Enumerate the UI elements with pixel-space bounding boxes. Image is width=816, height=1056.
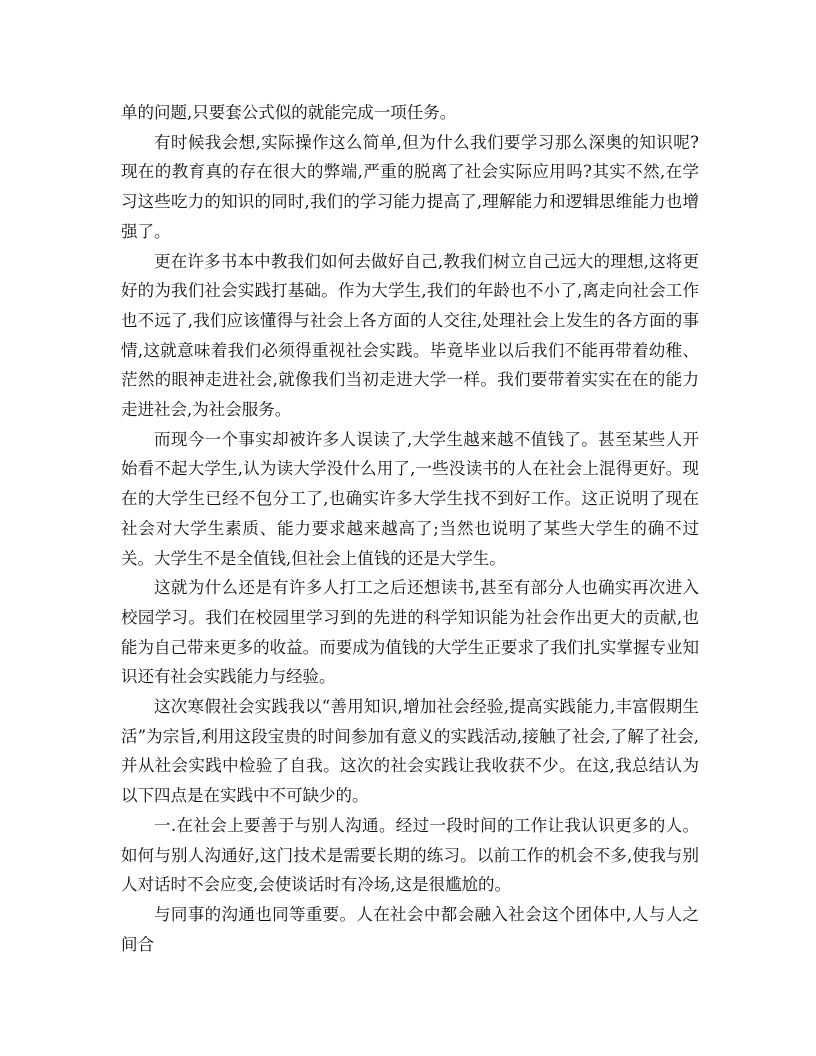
- paragraph: 与同事的沟通也同等重要。人在社会中都会融入社会这个团体中,人与人之间合: [121, 904, 699, 954]
- paragraph: 这次寒假社会实践我以“善用知识,增加社会经验,提高实践能力,丰富假期生活”为宗旨,利用这段宝贵的时间参加有意义的实践活动,接触了社会,了解了社会,并从社会实践中检验了自我。这次的社会实践让我收获不少。在这,我总结认为以下四点是在实践中不可缺少的。: [121, 697, 699, 806]
- paragraph: 更在许多书本中教我们如何去做好自己,教我们树立自己远大的理想,这将更好的为我们社会实践打基础。作为大学生,我们的年龄也不小了,离走向社会工作也不远了,我们应该懂得与社会上各方面的人交往,处理社会上发生的各方面的事情,这就意味着我们必须得重视社会实践。毕竟毕业以后我们不能再带着幼稚、茫然的眼神走进社会,就像我们当初走进大学一样。我们要带着实实在在的能力走进社会,为社会服务。: [121, 251, 699, 420]
- paragraph: 而现今一个事实却被许多人误读了,大学生越来越不值钱了。甚至某些人开始看不起大学生,认为读大学没什么用了,一些没读书的人在社会上混得更好。现在的大学生已经不包分工了,也确实许多大学生找不到好工作。这正说明了现在社会对大学生素质、能力要求越来越高了;当然也说明了某些大学生的确不过关。大学生不是全值钱,但社会上值钱的还是大学生。: [121, 429, 699, 568]
- document-page: [121, 98, 699, 959]
- paragraph-continuation: 单的问题,只要套公式似的就能完成一项任务。: [121, 103, 457, 122]
- paragraph: 这就为什么还是有许多人打工之后还想读书,甚至有部分人也确实再次进入校园学习。我们在校园里学习到的先进的科学知识能为社会作出更大的贡献,也能为自己带来更多的收益。而要成为值钱的大学生正要求了我们扎实掌握专业知识还有社会实践能力与经验。: [121, 578, 699, 687]
- paragraph: 一.在社会上要善于与别人沟通。经过一段时间的工作让我认识更多的人。如何与别人沟通好,这门技术是需要长期的练习。以前工作的机会不多,使我与别人对话时不会应变,会使谈话时有冷场,这是很尴尬的。: [121, 815, 699, 895]
- paragraph: 有时候我会想,实际操作这么简单,但为什么我们要学习那么深奥的知识呢?现在的教育真的存在很大的弊端,严重的脱离了社会实际应用吗?其实不然,在学习这些吃力的知识的同时,我们的学习能力提高了,理解能力和逻辑思维能力也增强了。: [121, 132, 699, 241]
